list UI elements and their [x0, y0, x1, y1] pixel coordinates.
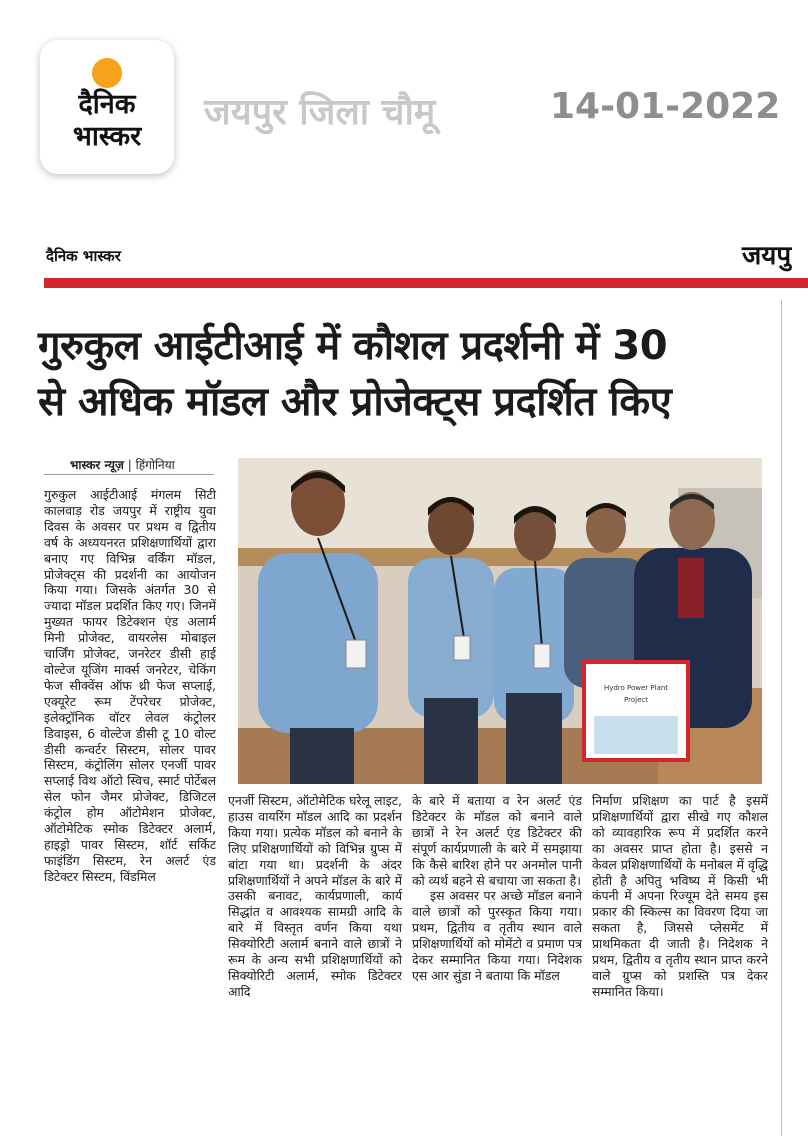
banner-place: जयपुर जिला चौमू [204, 92, 436, 133]
group-photo-illustration [238, 458, 762, 784]
byline-divider [44, 474, 214, 475]
board-label-line-2: Project [624, 696, 648, 704]
byline: भास्कर न्यूज़ | हिंगोनिया [70, 458, 175, 472]
article-headline [38, 318, 778, 430]
article-photo [238, 458, 762, 784]
article-column-1 [44, 487, 216, 885]
newspaper-name: दैनिक भास्कर [46, 247, 121, 265]
board-label-line-1: Hydro Power Plant [603, 684, 669, 692]
article-column-3 [412, 793, 582, 984]
column-4-text: निर्माण प्रशिक्षण का पार्ट है इसमें प्रशिक्षणार्थियों द्वारा सीखे गए कौशल को व्यावहारिक रूप में प्रदर्शित करने का अवसर प्राप्त होता है। इससे न केवल प्रशिक्षणार्थियों के मनोबल में वृद्धि होती है अपितु भविष्य में किसी भी कंपनी में अपना रिज्यूम देते समय इस प्रकार की स्किल्स का विवरण दिया जा सकता है, जिससे प्लेसमेंट में प्राथमिकता दी जाती है। निदेशक ने प्रथम, द्वितीय व तृतीय स्थान प्राप्त करने वाले ग्रुप्स को प्रशस्ति पत्र देकर सम्मानित किया। [592, 793, 768, 999]
column-3-text-a: के बारे में बताया व रेन अलर्ट एंड डिटेक्टर के मॉडल को बनाने वाले छात्रों ने रेन अलर्ट एंड डिटेक्टर की संपूर्ण कार्यप्रणाली के बारे में समझाया कि कैसे बारिश होने पर अनमोल पानी को व्यर्थ बहने से बचाया जा सकता है। [412, 793, 582, 888]
logo-line-2: भास्कर [72, 121, 142, 152]
column-divider [781, 300, 782, 1136]
headline-line-2: से अधिक मॉडल और प्रोजेक्ट्स प्रदर्शित किए [38, 379, 672, 425]
byline-source: भास्कर न्यूज़ [70, 458, 124, 472]
dainik-bhaskar-logo [40, 40, 174, 174]
article-column-2 [228, 793, 402, 1000]
hydro-power-plant-board [584, 662, 688, 760]
byline-place: हिंगोनिया [135, 458, 175, 472]
column-1-text: गुरुकुल आईटीआई मंगलम सिटी कालवाड़ रोड जयपुर में राष्ट्रीय युवा दिवस के अवसर पर प्रथम व द्वितीय वर्ष के अध्ययनरत प्रशिक्षणार्थियों द्वारा बनाए गए विभिन्न वर्किंग मॉडल, प्रोजेक्ट्स की प्रदर्शनी का आयोजन किया गया। जिसके अंतर्गत 30 से ज्यादा मॉडल प्रदर्शित किए गए। जिनमें मुख्यत फायर डिटेक्शन एंड अलार्म मिनी प्रोजेक्ट, वायरलेस मोबाइल चार्जिंग प्रोजेक्ट, जनरेटर डीसी हाई वोल्टेज यूजिंग मार्क्स जनरेटर, चेकिंग फेज सीक्वेंस ऑफ थ्री फेज सप्लाई, एक्यूरेट रूम टेंपरेचर प्रोजेक्ट, इलेक्ट्रॉनिक वॉटर लेवल कंट्रोलर डिवाइस, 6 वोल्टेज डीसी टू 10 वोल्ट डीसी कन्वर्टर सिस्टम, सोलर पावर सिस्टम, कंट्रोलिंग सोलर एनर्जी पावर सप्लाई विथ ऑटो स्विच, स्मार्ट पोर्टेबल सेल फोन जैमर प्रोजेक्ट, डिजिटल कंट्रोल होम ऑटोमेशन प्रोजेक्ट, ऑटोमेटिक स्मोक डिटेक्टर अलार्म, हाइड्रो पावर सिस्टम, शॉर्ट सर्किट फाइंडिंग सिस्टम, रेन अलर्ट एंड डिटेक्टर सिस्टम, विंडमिल [44, 487, 216, 884]
header-divider [44, 278, 808, 288]
headline-line-1: गुरुकुल आईटीआई में कौशल प्रदर्शनी में 30 [38, 323, 668, 369]
logo-sun-icon [92, 58, 122, 88]
top-banner [0, 0, 808, 205]
edition-name: जयपु [742, 241, 792, 271]
logo-line-1: दैनिक [78, 89, 136, 120]
column-2-text: एनर्जी सिस्टम, ऑटोमेटिक घरेलू लाइट, हाउस वायरिंग मॉडल आदि का प्रदर्शन किया गया। प्रत्येक मॉडल को बनाने के लिए प्रशिक्षणार्थियों को विभिन्न ग्रुप्स में बांटा गया था। प्रदर्शनी के अंदर प्रशिक्षणार्थियों ने अपने मॉडल के बारे में उसकी बनावट, कार्यप्रणाली, कार्य सिद्धांत व आवश्यक सामग्री आदि के बारे में विस्तृत वर्णन किया यथा सिक्योरिटी अलार्म बनाने वाले छात्रों ने रूम के अन्य सभी प्रशिक्षणार्थियों को सिक्योरिटी अलार्म, स्मोक डिटेक्टर आदि [228, 793, 402, 999]
banner-date: 14-01-2022 [550, 86, 781, 127]
column-3-text-b: इस अवसर पर अच्छे मॉडल बनाने वाले छात्रों को पुरस्कृत किया गया। प्रथम, द्वितीय व तृतीय स्थान वाले प्रशिक्षणार्थियों को मोमेंटो व प्रमाण पत्र देकर सम्मानित किया गया। निदेशक एस आर सुंडा ने बताया कि मॉडल [412, 888, 582, 983]
article-column-4 [592, 793, 768, 1000]
